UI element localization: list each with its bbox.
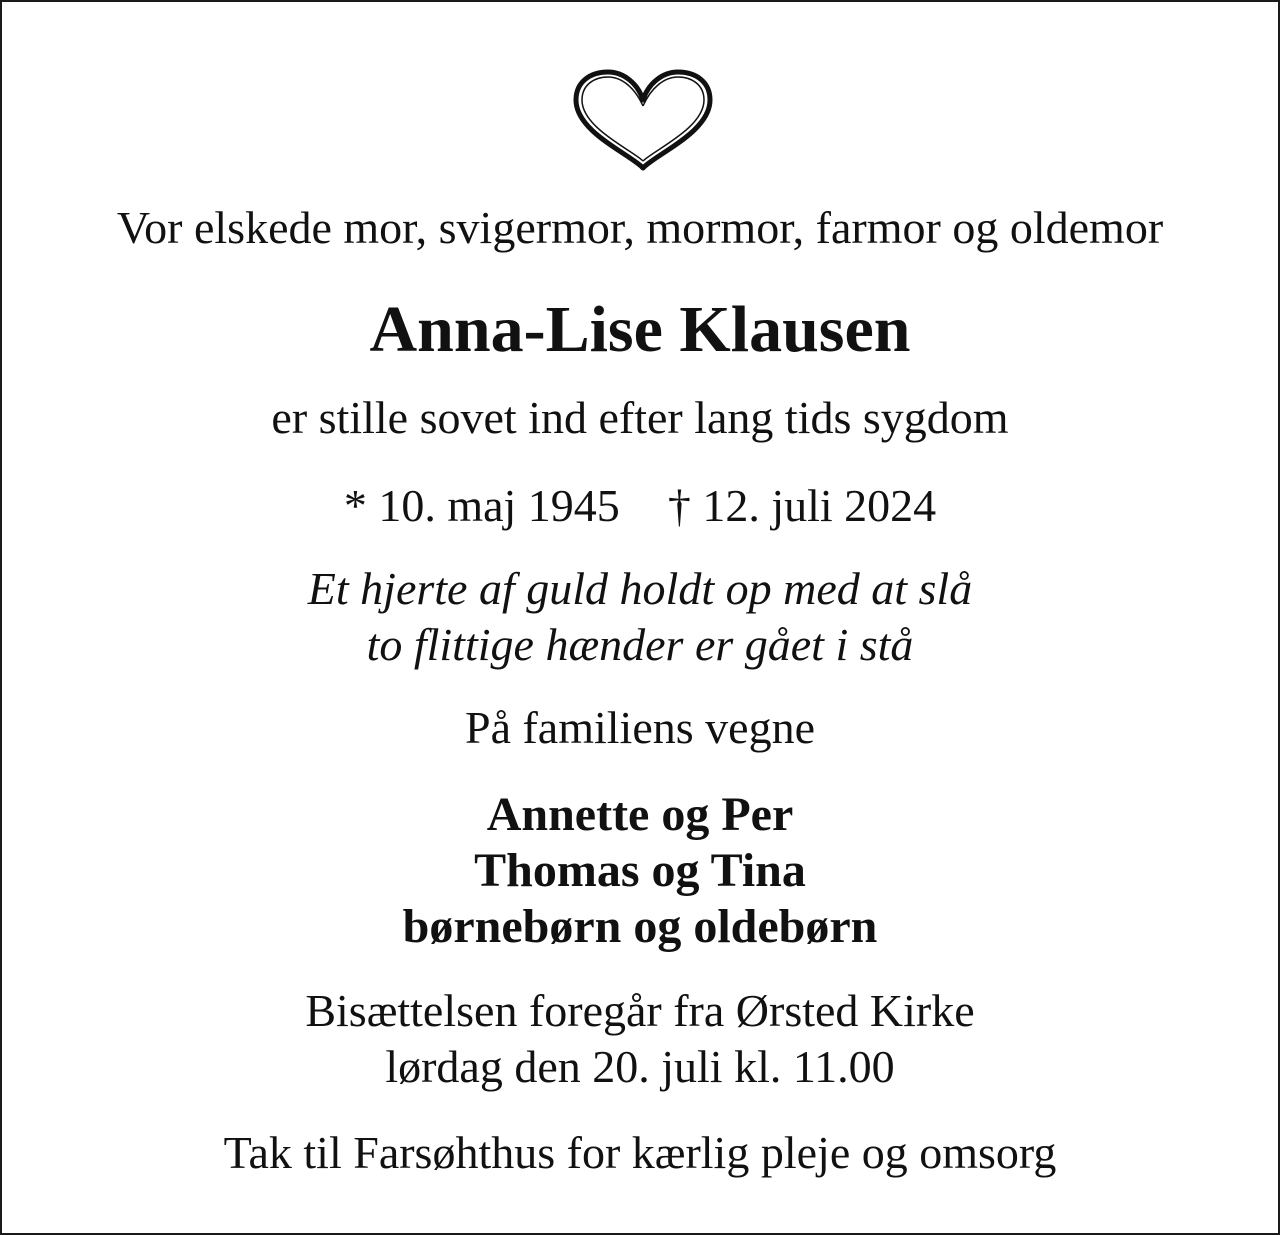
family-name: børnebørn og oldebørn — [402, 900, 878, 953]
verse-line: to flittige hænder er gået i stå — [366, 619, 914, 670]
life-dates — [2, 480, 1278, 533]
thanks-text: Tak til Farsøhthus for kærlig pleje og omsorg — [223, 1127, 1057, 1178]
funeral-info-line: Bisættelsen foregår fra Ørsted Kirke — [305, 985, 975, 1036]
family-name: Annette og Per — [486, 788, 794, 841]
birth-date: * 10. maj 1945 — [343, 480, 620, 531]
death-date: † 12. juli 2024 — [667, 480, 937, 531]
heart-outline-icon — [570, 68, 716, 172]
passing-text: er stille sovet ind efter lang tids sygdom — [271, 392, 1009, 443]
funeral-info-line: lørdag den 20. juli kl. 11.00 — [385, 1041, 895, 1092]
on-behalf-text: På familiens vegne — [464, 702, 815, 753]
intro-text: Vor elskede mor, svigermor, mormor, farmor og oldemor — [116, 202, 1164, 253]
deceased-name: Anna-Lise Klausen — [369, 293, 911, 366]
family-name: Thomas og Tina — [474, 844, 806, 897]
verse-line: Et hjerte af guld holdt op med at slå — [307, 563, 973, 614]
